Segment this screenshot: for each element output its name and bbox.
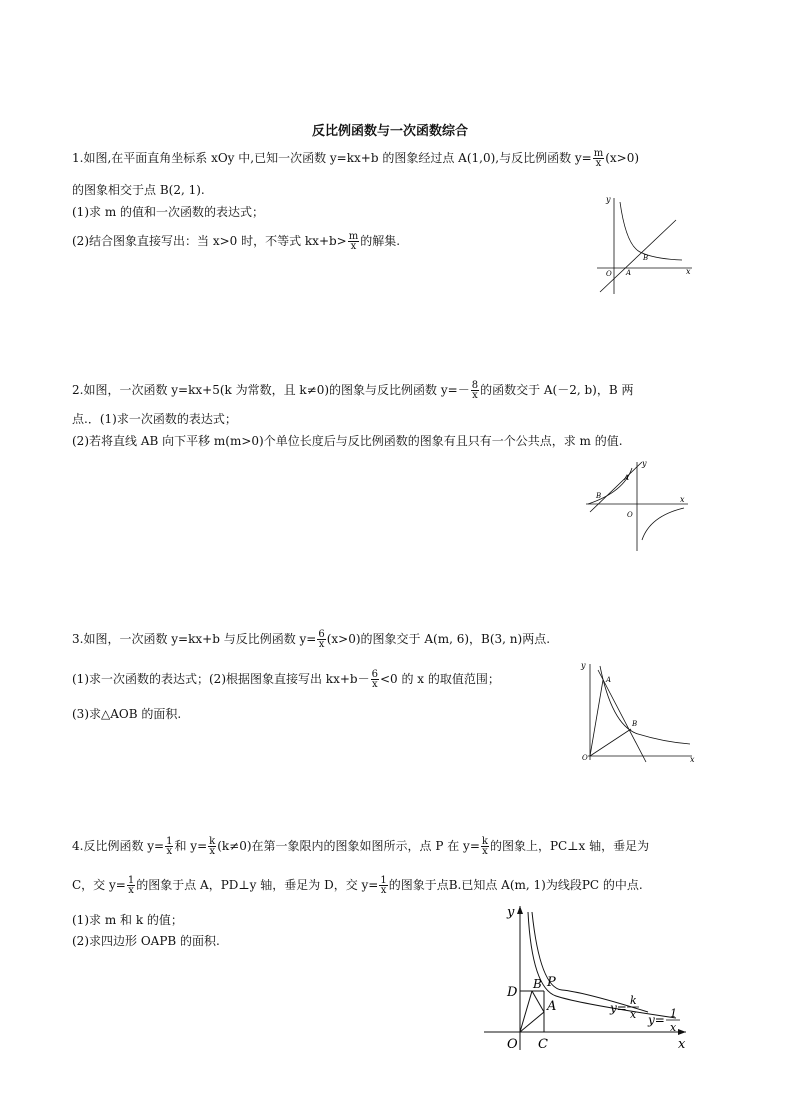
p4-l1-frac1-num: 1	[166, 836, 173, 847]
p4-l1-text-d: 的图象上，PC⊥x 轴，垂足为	[489, 839, 650, 853]
p4-l1-frac3-den: x	[482, 846, 488, 857]
p2-label-b: B	[596, 492, 602, 500]
p3-label-o: O	[582, 754, 588, 762]
p4-l1-frac1-den: x	[166, 846, 173, 857]
p1-line	[600, 220, 676, 292]
p2-hyperbola-right	[642, 508, 684, 540]
p1-text-a: 1.如图,在平面直角坐标系 xOy 中,已知一次函数 y=kx+b 的图象经过点 A(1,0),与反比例函数 y=	[72, 151, 592, 165]
p3-question1	[72, 670, 500, 689]
p1-question1: (1)求 m 的值和一次函数的表达式；	[72, 205, 265, 219]
p4-label-p: P	[547, 975, 556, 990]
p4-question2: (2)求四边形 OAPB 的面积.	[72, 934, 220, 948]
p3-segment-ob	[590, 729, 631, 756]
p4-l2-frac1	[127, 876, 135, 895]
p2-frac-den: x	[472, 390, 478, 401]
p4-label-o: O	[507, 1037, 518, 1052]
p4-label-a: A	[547, 999, 557, 1014]
p1-label-x: x	[686, 267, 691, 276]
p4-question1: (1)求 m 和 k 的值；	[72, 913, 183, 927]
p1-q2-text-b: 的解集.	[360, 234, 401, 248]
p4-l1-frac3-num: k	[481, 836, 488, 847]
p3-hyperbola	[600, 666, 690, 744]
p4-label-b: B	[533, 977, 542, 991]
p4-label-y1x-den: x	[670, 1021, 677, 1034]
p2-frac-num: 8	[471, 380, 479, 391]
p4-l2-text-b: 的图象于点 A，PD⊥y 轴，垂足为 D，交 y=	[136, 878, 379, 892]
p1-fraction	[593, 149, 604, 168]
p3-text-b: (x>0)的图象交于 A(m, 6)，B(3, n)两点.	[326, 632, 551, 646]
p4-segment-ob	[520, 991, 532, 1032]
p2-text-b: 的函数交于 A(－2, b)，B 两	[480, 383, 634, 397]
p4-l1-frac2-den: x	[209, 846, 215, 857]
p3-q1-num: 6	[371, 669, 378, 680]
p2-figure	[584, 456, 694, 554]
p4-l1-frac2	[208, 837, 216, 856]
page-title: 反比例函数与一次函数综合	[312, 124, 469, 139]
p4-l2-frac2-num: 1	[380, 875, 387, 886]
p2-label-x: x	[680, 495, 685, 504]
p4-l2-frac1-den: x	[128, 885, 134, 896]
p4-figure	[480, 900, 695, 1052]
p4-l2-frac2-den: x	[380, 885, 387, 896]
p3-frac-den: x	[318, 639, 325, 650]
p3-label-y: y	[581, 661, 586, 670]
p1-frac-num: m	[593, 148, 604, 159]
p3-label-x: x	[690, 755, 695, 764]
p2-line2: 点.．(1)求一次函数的表达式；	[72, 412, 237, 426]
p3-line1	[72, 630, 550, 649]
p4-l1-text-a: 4.反比例函数 y=	[72, 839, 165, 853]
p3-question3: (3)求△AOB 的面积.	[72, 707, 182, 721]
p1-figure	[592, 190, 697, 298]
p2-line1	[72, 381, 634, 400]
p4-x-arrow	[678, 1029, 686, 1035]
p3-frac-num: 6	[318, 629, 325, 640]
p4-l2-frac2	[379, 876, 387, 895]
p3-fraction	[317, 630, 325, 649]
p2-label-y: y	[642, 459, 647, 468]
p3-label-a: A	[606, 676, 612, 684]
p1-label-a: A	[626, 269, 632, 277]
p3-q1-fraction	[371, 670, 379, 689]
p1-line2: 的图象相交于点 B(2, 1).	[72, 183, 205, 197]
p2-line	[590, 462, 642, 512]
p4-label-ykx: y=	[610, 1001, 627, 1015]
p4-label-y: y	[507, 905, 515, 920]
p4-l2-text-c: 的图象于点B.已知点 A(m, 1)为线段PC 的中点.	[388, 878, 643, 892]
p1-label-o: O	[606, 270, 612, 278]
p4-label-c: C	[538, 1037, 548, 1052]
p4-l2-text-a: C，交 y=	[72, 878, 126, 892]
p3-figure	[578, 656, 698, 766]
p1-q2-text-a: (2)结合图象直接写出：当 x>0 时，不等式 kx+b>	[72, 234, 347, 248]
p1-question2	[72, 232, 400, 251]
p3-segment-oa	[590, 680, 603, 756]
p4-l1-frac1	[165, 837, 173, 856]
p1-line1	[72, 149, 639, 168]
p4-segment-ba	[532, 991, 544, 1012]
p2-text-a: 2.如图，一次函数 y=kx+5(k 为常数，且 k≠0)的图象与反比例函数 y=－	[72, 383, 470, 397]
p1-q2-fraction	[348, 232, 359, 251]
p4-l2-frac1-num: 1	[127, 875, 135, 886]
p4-line2	[72, 876, 643, 895]
p1-label-b: B	[643, 254, 649, 262]
p3-q1-text-a: (1)求一次函数的表达式；(2)根据图象直接写出 kx+b－	[72, 672, 370, 686]
p1-hyperbola	[620, 202, 682, 260]
p4-label-x: x	[678, 1037, 686, 1052]
p4-l1-text-c: (k≠0)在第一象限内的图象如图所示，点 P 在 y=	[217, 839, 480, 853]
p4-y-arrow	[517, 906, 523, 914]
p1-text-b: (x>0)	[605, 151, 640, 165]
p4-label-ykx-den: x	[630, 1008, 637, 1021]
p1-q2-num: m	[348, 231, 359, 242]
p4-label-d: D	[507, 985, 518, 1000]
p3-q1-den: x	[371, 679, 378, 690]
p2-label-o: O	[627, 511, 633, 519]
p4-l1-frac2-num: k	[209, 836, 216, 847]
p4-l1-text-b: 和 y=	[174, 839, 208, 853]
p2-question2: (2)若将直线 AB 向下平移 m(m>0)个单位长度后与反比例函数的图象有且只有一个公共点，求 m 的值.	[72, 434, 623, 448]
p2-fraction	[471, 381, 479, 400]
p1-q2-den: x	[350, 241, 357, 252]
p4-label-ykx-num: k	[630, 994, 637, 1007]
p4-label-y1x: y=	[648, 1013, 665, 1027]
p4-segment-oa	[520, 1012, 544, 1032]
p2-label-a: A	[624, 474, 630, 482]
p1-frac-den: x	[595, 158, 602, 169]
p4-l1-frac3	[481, 837, 489, 856]
p3-text-a: 3.如图，一次函数 y=kx+b 与反比例函数 y=	[72, 632, 317, 646]
p1-label-y: y	[606, 195, 611, 204]
p3-label-b: B	[632, 720, 638, 728]
p3-q1-text-b: <0 的 x 的取值范围；	[379, 672, 500, 686]
p4-label-y1x-num: 1	[670, 1007, 677, 1020]
p4-line1	[72, 837, 649, 856]
